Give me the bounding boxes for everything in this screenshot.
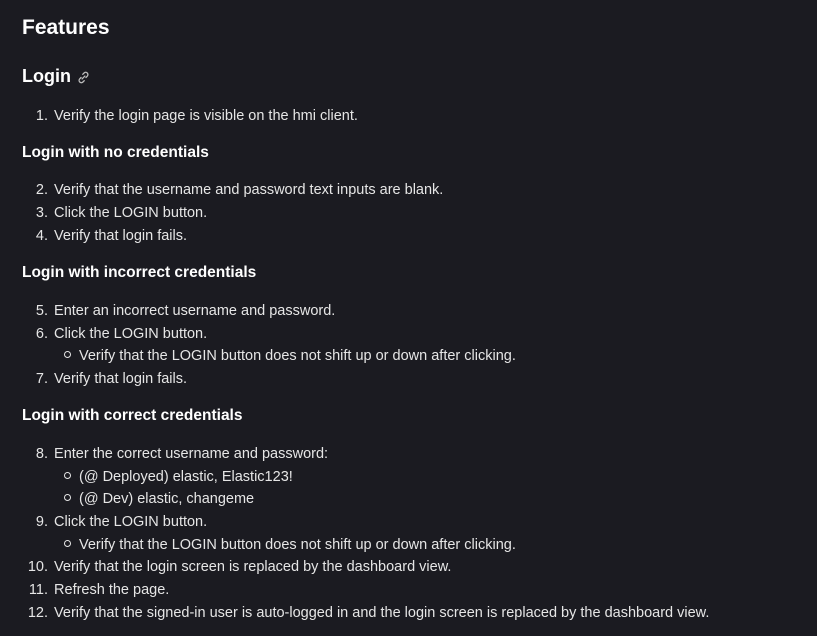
step-text: Enter an incorrect username and password. [54, 303, 336, 319]
sub-list-item [64, 489, 254, 509]
sub-list-item [64, 346, 516, 366]
bullet-icon [64, 540, 71, 547]
step-number: 1. [35, 108, 48, 124]
list-item [22, 180, 443, 200]
step-number: 11. [28, 582, 48, 598]
step-number: 6. [35, 326, 48, 342]
sub-item-text: (@ Deployed) elastic, Elastic123! [79, 469, 293, 485]
list-item [22, 203, 207, 223]
step-number: 7. [35, 371, 48, 387]
step-text: Click the LOGIN button. [54, 326, 208, 342]
sub-list-item [64, 467, 293, 487]
step-number: 9. [35, 514, 48, 530]
step-number: 4. [35, 228, 48, 244]
bullet-icon [64, 351, 71, 358]
list-item [22, 226, 187, 246]
step-text: Verify the login page is visible on the hmi client. [54, 108, 358, 124]
list-item [22, 444, 328, 464]
section-heading-label: Login [22, 66, 71, 86]
list-item [22, 512, 207, 532]
step-text: Verify that the username and password text inputs are blank. [54, 182, 444, 198]
link-icon[interactable] [76, 70, 91, 85]
list-item [22, 324, 207, 344]
step-text: Verify that login fails. [54, 371, 188, 387]
list-item [22, 580, 169, 600]
subheading-incorrect-credentials: Login with incorrect credentials [22, 264, 257, 281]
bullet-icon [64, 494, 71, 501]
step-number: 10. [27, 559, 48, 575]
sub-item-text: Verify that the LOGIN button does not shift up or down after clicking. [79, 348, 516, 364]
step-number: 8. [35, 446, 48, 462]
step-text: Verify that login fails. [54, 228, 188, 244]
bullet-icon [64, 472, 71, 479]
step-text: Verify that the login screen is replaced by the dashboard view. [54, 559, 452, 575]
list-item [22, 557, 451, 577]
step-text: Click the LOGIN button. [54, 205, 208, 221]
step-number: 5. [35, 303, 48, 319]
sub-list-item [64, 535, 516, 555]
page-title: Features [22, 16, 110, 39]
step-text: Enter the correct username and password: [54, 446, 329, 462]
list-item [22, 369, 187, 389]
list-item [22, 603, 709, 623]
subheading-correct-credentials: Login with correct credentials [22, 407, 243, 424]
sub-item-text: (@ Dev) elastic, changeme [79, 491, 255, 507]
step-text: Refresh the page. [54, 582, 170, 598]
list-item [22, 106, 358, 126]
step-text: Verify that the signed-in user is auto-logged in and the login screen is replaced by the dashboard view. [54, 605, 710, 621]
step-number: 2. [35, 182, 48, 198]
subheading-no-credentials: Login with no credentials [22, 144, 209, 161]
step-number: 12. [27, 605, 48, 621]
step-text: Click the LOGIN button. [54, 514, 208, 530]
section-heading-login [22, 66, 91, 87]
list-item [22, 301, 335, 321]
step-number: 3. [35, 205, 48, 221]
sub-item-text: Verify that the LOGIN button does not shift up or down after clicking. [79, 537, 516, 553]
